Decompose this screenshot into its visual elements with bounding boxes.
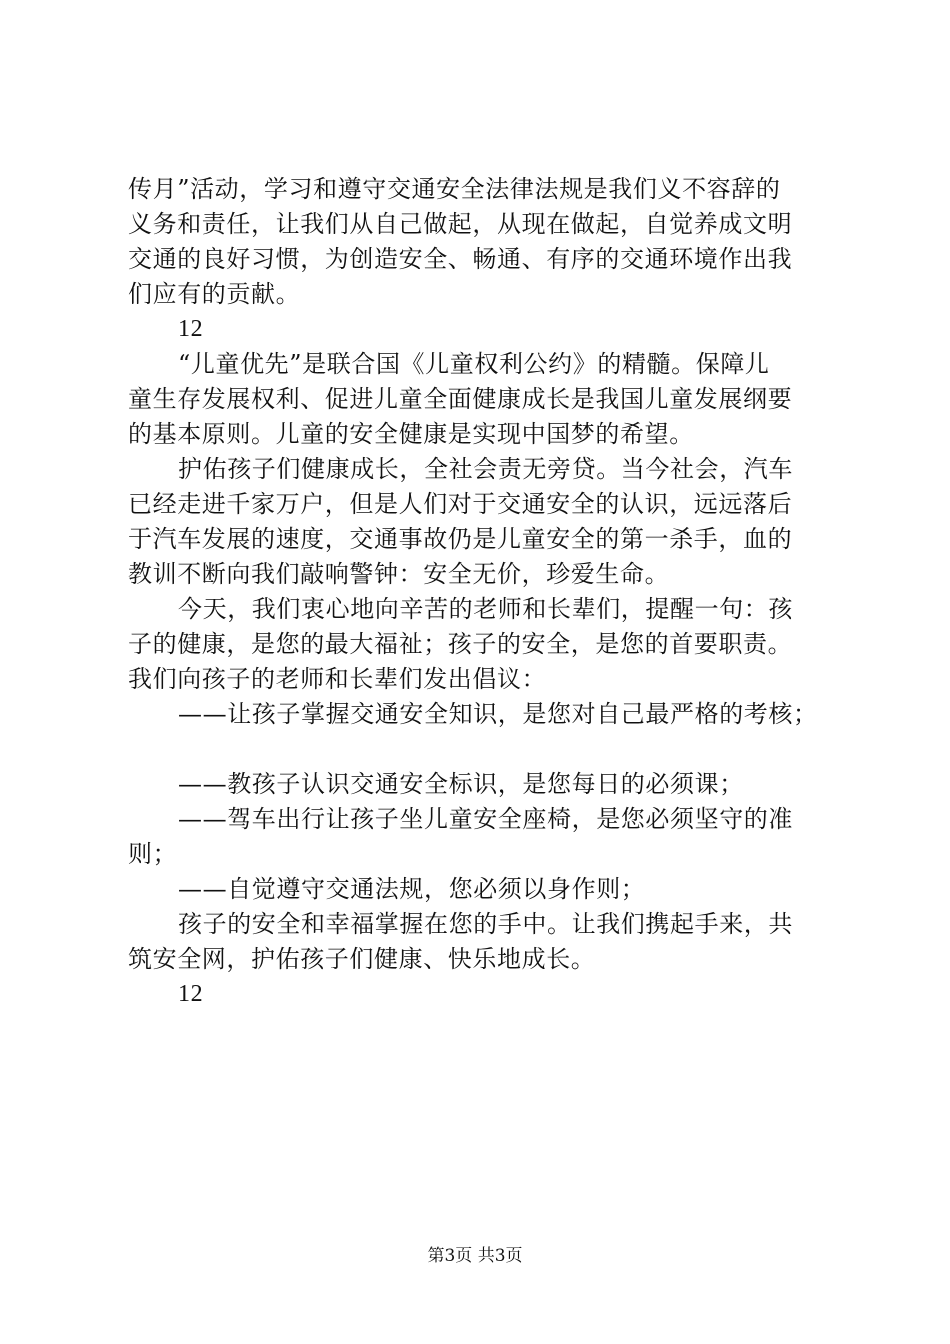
- document-body: [128, 172, 832, 1012]
- text-line: 童生存发展权利、促进儿童全面健康成长是我国儿童发展纲要: [128, 385, 793, 413]
- text-line: 交通的良好习惯，为创造安全、畅通、有序的交通环境作出我: [128, 245, 793, 273]
- text-line: ——让孩子掌握交通安全知识，是您对自己最严格的考核；: [178, 700, 818, 728]
- text-line: “儿童优先”是联合国《儿童权利公约》的精髓。保障儿: [178, 350, 770, 378]
- text-line: 子的健康，是您的最大福祉；孩子的安全，是您的首要职责。: [128, 630, 793, 658]
- text-line: 今天，我们衷心地向辛苦的老师和长辈们，提醒一句：孩: [178, 595, 793, 623]
- text-line: 义务和责任，让我们从自己做起，从现在做起，自觉养成文明: [128, 210, 793, 238]
- text-line: 传月”活动，学习和遵守交通安全法律法规是我们义不容辞的: [128, 175, 781, 203]
- text-line: 我们向孩子的老师和长辈们发出倡议：: [128, 665, 547, 693]
- page-footer: 第3页 共3页: [427, 1246, 523, 1266]
- text-line: 的基本原则。儿童的安全健康是实现中国梦的希望。: [128, 420, 694, 448]
- text-line: ——自觉遵守交通法规，您必须以身作则；: [178, 875, 646, 903]
- page-number-marker: 12: [178, 316, 204, 342]
- text-line: ——驾车出行让孩子坐儿童安全座椅，是您必须坚守的准: [178, 805, 793, 833]
- text-line: 教训不断向我们敲响警钟：安全无价，珍爱生命。: [128, 560, 670, 588]
- text-line: 已经走进千家万户，但是人们对于交通安全的认识，远远落后: [128, 490, 793, 518]
- text-line: 孩子的安全和幸福掌握在您的手中。让我们携起手来，共: [178, 910, 793, 938]
- text-line: 于汽车发展的速度，交通事故仍是儿童安全的第一杀手，血的: [128, 525, 793, 553]
- text-line: 们应有的贡献。: [128, 280, 301, 308]
- text-line: ——教孩子认识交通安全标识，是您每日的必须课；: [178, 770, 744, 798]
- page-number-marker: 12: [178, 981, 204, 1007]
- text-line: 则；: [128, 840, 178, 868]
- blank-line: [128, 732, 832, 767]
- text-line: 筑安全网，护佑孩子们健康、快乐地成长。: [128, 945, 596, 973]
- text-line: 护佑孩子们健康成长，全社会责无旁贷。当今社会，汽车: [178, 455, 793, 483]
